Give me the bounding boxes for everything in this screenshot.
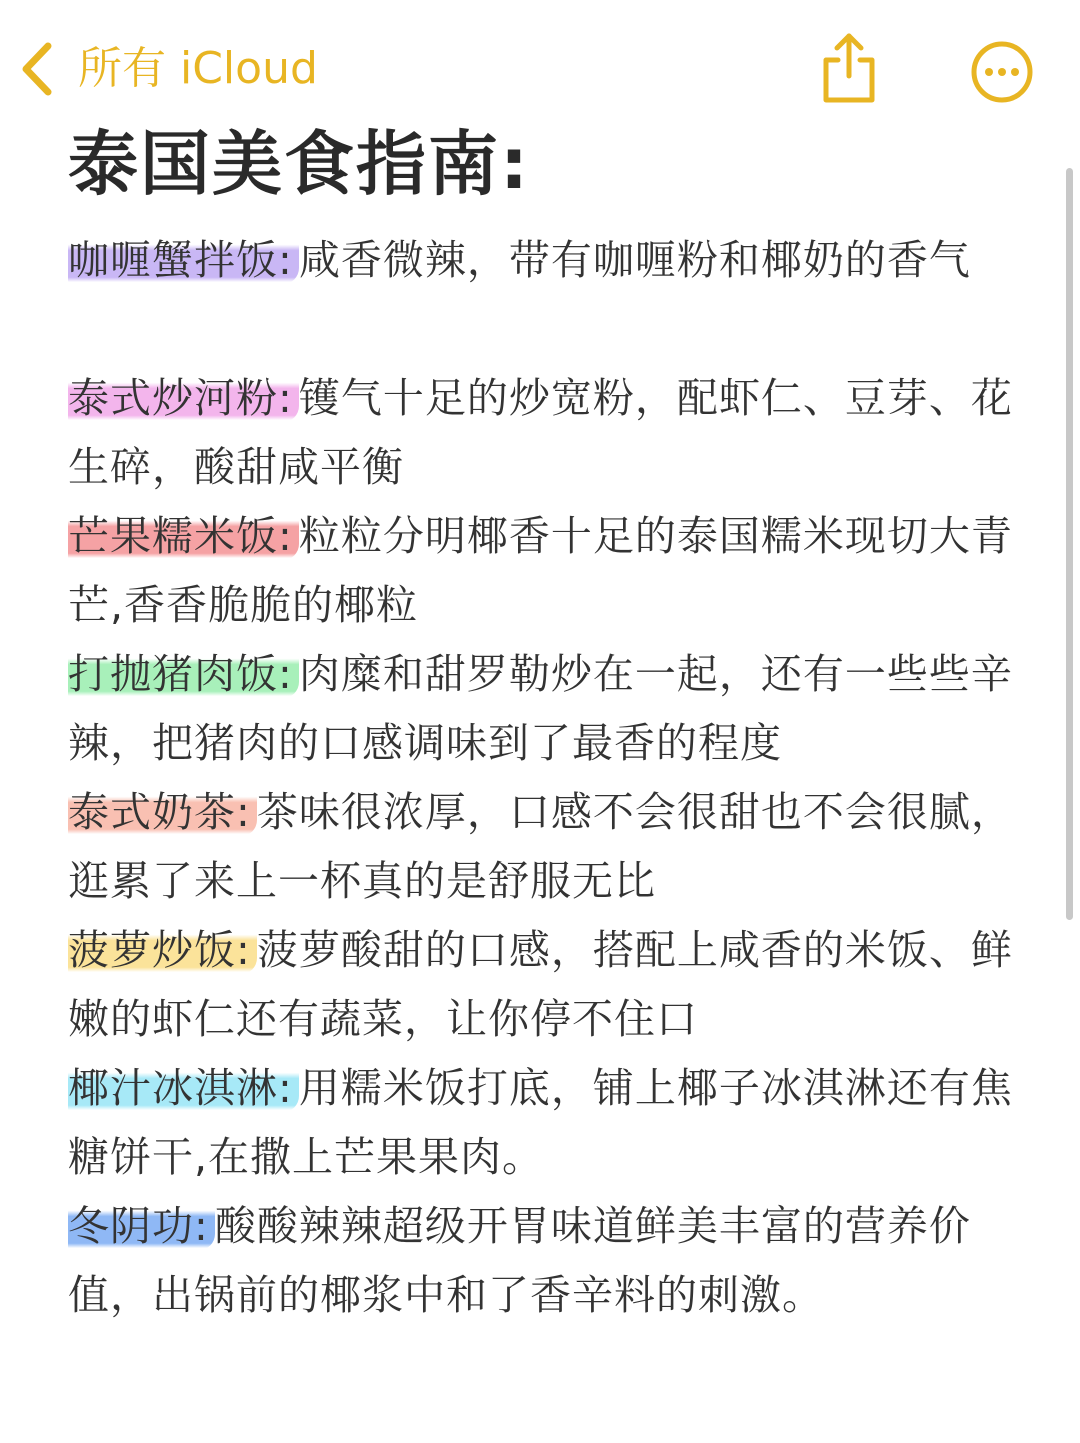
list-item <box>68 502 1018 640</box>
list-item <box>68 1192 1018 1330</box>
dish-description: 酸酸辣辣超级开胃味道鲜美丰富的营养价值，出锅前的椰浆中和了香辛料的刺激。 <box>68 1202 971 1319</box>
dish-name: 泰式奶茶: <box>68 788 257 836</box>
dish-description: 粒粒分明椰香十足的泰国糯米现切大青芒,香香脆脆的椰粒 <box>68 512 1013 629</box>
note-body[interactable] <box>68 118 1018 1330</box>
dish-name: 椰汁冰淇淋: <box>68 1064 299 1112</box>
more-button[interactable] <box>970 40 1034 104</box>
dish-description: 镬气十足的炒宽粉，配虾仁、豆芽、花生碎，酸甜咸平衡 <box>68 374 1013 491</box>
dish-description: 肉糜和甜罗勒炒在一起，还有一些些辛辣，把猪肉的口感调味到了最香的程度 <box>68 650 1013 767</box>
share-icon <box>818 30 880 104</box>
list-item <box>68 640 1018 778</box>
dish-name: 菠萝炒饭: <box>68 926 257 974</box>
list-item <box>68 778 1018 916</box>
ellipsis-circle-icon <box>970 40 1034 104</box>
dish-description: 咸香微辣，带有咖喱粉和椰奶的香气 <box>298 236 971 284</box>
dish-description: 用糯米饭打底，铺上椰子冰淇淋还有焦糖饼干,在撒上芒果果肉。 <box>68 1064 1013 1181</box>
note-title: 泰国美食指南: <box>68 123 530 205</box>
list-item <box>68 364 1018 502</box>
dish-description: 菠萝酸甜的口感，搭配上咸香的米饭、鲜嫩的虾仁还有蔬菜，让你停不住口 <box>68 926 1013 1043</box>
list-item <box>68 1054 1018 1192</box>
entry-list <box>68 226 1018 1330</box>
share-button[interactable] <box>818 30 880 104</box>
chevron-left-icon <box>18 40 58 98</box>
list-item <box>68 916 1018 1054</box>
dish-description: 茶味很浓厚，口感不会很甜也不会很腻，逛累了来上一杯真的是舒服无比 <box>68 788 1013 905</box>
back-button[interactable] <box>18 36 318 102</box>
back-label: 所有 iCloud <box>78 43 318 94</box>
list-item <box>68 226 1018 364</box>
scrollbar[interactable] <box>1066 168 1073 920</box>
dish-name: 打抛猪肉饭: <box>68 650 299 698</box>
dish-name: 泰式炒河粉: <box>68 374 299 422</box>
dish-name: 咖喱蟹拌饭: <box>68 236 299 284</box>
dish-name: 芒果糯米饭: <box>68 512 299 560</box>
dish-name: 冬阴功: <box>68 1202 215 1250</box>
navigation-bar <box>0 0 1080 120</box>
